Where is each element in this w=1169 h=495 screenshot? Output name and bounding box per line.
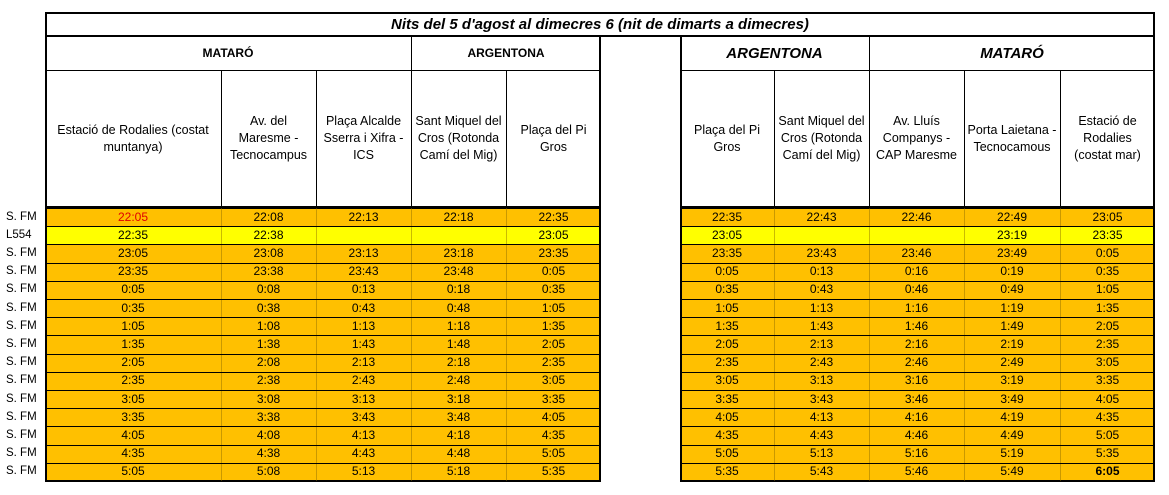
time-cell: 0:43 [809, 282, 834, 297]
time-cell: 5:05 [121, 464, 145, 479]
time-cell: 23:49 [996, 245, 1028, 260]
grid-line [221, 70, 222, 207]
grid-line-light [964, 208, 965, 481]
time-cell: 22:43 [806, 209, 837, 224]
grid-line [680, 445, 1155, 446]
grid-line [45, 335, 601, 336]
time-cell: 5:13 [809, 446, 834, 461]
grid-line [45, 244, 601, 245]
time-cell: 3:49 [1000, 391, 1024, 406]
time-cell: 5:35 [1095, 446, 1120, 461]
time-cell: 2:13 [809, 336, 834, 351]
stop-header-right: Sant Miquel del Cros (Rotonda Camí del Mig) [778, 114, 865, 162]
time-cell: 23:48 [443, 264, 474, 279]
time-cell: 0:05 [121, 282, 145, 297]
service-label: S. FM [6, 356, 37, 369]
time-cell: 22:35 [711, 209, 743, 224]
time-cell: 0:35 [715, 282, 739, 297]
time-cell: 1:35 [541, 318, 566, 333]
time-cell: 2:43 [351, 373, 376, 388]
time-cell: 5:35 [715, 464, 739, 479]
stop-header-right: Av. Lluís Companys - CAP Maresme [875, 114, 958, 162]
group-header-right: ARGENTONA [726, 44, 823, 62]
service-label: S. FM [6, 410, 37, 423]
time-cell: 22:08 [253, 209, 284, 224]
time-cell: 4:05 [715, 409, 739, 424]
service-label: S. FM [6, 283, 37, 296]
table-border [45, 206, 601, 209]
time-cell: 3:43 [809, 391, 834, 406]
time-cell: 4:38 [256, 446, 281, 461]
time-cell: 23:35 [711, 245, 743, 260]
table-border [680, 206, 1155, 209]
time-cell: 1:05 [1095, 282, 1120, 297]
grid-line [680, 354, 1155, 355]
service-label: S. FM [6, 265, 37, 278]
time-cell: 22:49 [996, 209, 1028, 224]
stop-header-left: Estació de Rodalies (costat muntanya) [57, 122, 209, 154]
time-cell: 5:35 [541, 464, 566, 479]
table-border [45, 480, 601, 482]
time-cell: 0:19 [1000, 264, 1024, 279]
grid-line [680, 263, 1155, 264]
grid-line [45, 390, 601, 391]
time-cell: 3:13 [351, 391, 376, 406]
time-cell: 2:08 [256, 355, 281, 370]
time-cell: 23:05 [538, 227, 569, 242]
time-cell: 23:05 [117, 245, 149, 260]
grid-line [680, 408, 1155, 409]
stop-header-left: Plaça del Pi Gros [520, 122, 587, 154]
time-cell: 1:35 [1095, 300, 1120, 315]
time-cell: 4:13 [809, 409, 834, 424]
grid-line [411, 36, 412, 70]
time-cell: 4:43 [351, 446, 376, 461]
time-cell: 4:46 [904, 427, 929, 442]
time-cell: 23:38 [253, 264, 284, 279]
time-cell: 2:38 [256, 373, 281, 388]
time-cell: 2:19 [1000, 336, 1024, 351]
grid-line [45, 408, 601, 409]
grid-line [680, 372, 1155, 373]
time-cell: 3:05 [541, 373, 566, 388]
title-border [45, 12, 47, 36]
time-cell: 5:05 [541, 446, 566, 461]
table-border [1153, 36, 1155, 481]
time-cell: 1:38 [256, 336, 281, 351]
grid-line [680, 281, 1155, 282]
time-cell: 4:18 [446, 427, 471, 442]
time-cell: 4:35 [121, 446, 145, 461]
time-cell: 2:35 [121, 373, 145, 388]
grid-line [45, 354, 601, 355]
time-cell: 5:05 [715, 446, 739, 461]
grid-line [45, 299, 601, 300]
time-cell: 0:05 [541, 264, 566, 279]
time-cell: 5:46 [904, 464, 929, 479]
time-cell: 23:05 [1092, 209, 1123, 224]
time-cell [316, 226, 411, 244]
time-cell: 22:05 [117, 209, 149, 224]
service-label: S. FM [6, 447, 37, 460]
grid-line [45, 372, 601, 373]
time-cell: 1:05 [121, 318, 145, 333]
grid-line-light [869, 208, 870, 481]
timetable-title: Nits del 5 d'agost al dimecres 6 (nit de dimarts a dimecres) [391, 15, 809, 33]
grid-line [45, 70, 601, 71]
time-cell: 3:35 [1095, 373, 1120, 388]
time-cell: 1:05 [715, 300, 739, 315]
time-cell: 5:13 [351, 464, 376, 479]
time-cell: 3:18 [446, 391, 471, 406]
time-cell: 5:05 [1095, 427, 1120, 442]
time-cell: 2:13 [351, 355, 376, 370]
grid-line [45, 263, 601, 264]
time-cell: 5:19 [1000, 446, 1024, 461]
stop-header-right: Estació de Rodalies (costat mar) [1074, 114, 1141, 162]
service-label: S. FM [6, 392, 37, 405]
time-cell: 1:43 [351, 336, 376, 351]
time-cell: 2:35 [1095, 336, 1120, 351]
group-header-right: MATARÓ [980, 44, 1044, 62]
grid-line [680, 226, 1155, 227]
grid-line [45, 445, 601, 446]
time-cell: 5:08 [256, 464, 281, 479]
time-cell: 2:18 [446, 355, 471, 370]
time-cell: 4:49 [1000, 427, 1024, 442]
time-cell: 3:48 [446, 409, 471, 424]
service-label: S. FM [6, 337, 37, 350]
time-cell: 4:43 [809, 427, 834, 442]
time-cell: 4:35 [715, 427, 739, 442]
time-cell: 22:35 [538, 209, 569, 224]
time-cell: 1:19 [1000, 300, 1024, 315]
time-cell: 4:35 [1095, 409, 1120, 424]
grid-line [680, 299, 1155, 300]
time-cell: 0:35 [121, 300, 145, 315]
time-cell: 0:48 [446, 300, 471, 315]
time-cell: 6:05 [1095, 464, 1120, 479]
time-cell: 3:19 [1000, 373, 1024, 388]
time-cell: 3:35 [541, 391, 566, 406]
time-cell: 22:35 [117, 227, 149, 242]
grid-line [506, 70, 507, 207]
time-cell: 23:43 [806, 245, 837, 260]
grid-line [680, 335, 1155, 336]
group-header-left: ARGENTONA [467, 45, 545, 60]
time-cell: 4:48 [446, 446, 471, 461]
grid-line-light [411, 208, 412, 481]
time-cell: 23:18 [443, 245, 474, 260]
time-cell [411, 226, 506, 244]
time-cell: 23:35 [538, 245, 569, 260]
time-cell: 23:35 [1092, 227, 1123, 242]
grid-line [1060, 70, 1061, 207]
time-cell: 3:46 [904, 391, 929, 406]
table-border [680, 480, 1155, 482]
time-cell: 22:38 [253, 227, 284, 242]
time-cell: 0:13 [351, 282, 376, 297]
table-border [680, 36, 682, 481]
time-cell: 2:16 [904, 336, 929, 351]
time-cell [774, 226, 869, 244]
time-cell: 2:43 [809, 355, 834, 370]
grid-line [680, 317, 1155, 318]
grid-line-light [506, 208, 507, 481]
grid-line [45, 281, 601, 282]
time-cell: 23:08 [253, 245, 284, 260]
grid-line-light [316, 208, 317, 481]
time-cell: 0:35 [541, 282, 566, 297]
time-cell: 1:49 [1000, 318, 1024, 333]
grid-line [869, 70, 870, 207]
time-cell: 23:13 [348, 245, 379, 260]
title-border [1153, 12, 1155, 36]
stop-header-left: Plaça Alcalde Sserra i Xifra - ICS [323, 114, 404, 162]
grid-line-light [221, 208, 222, 481]
grid-line [680, 70, 1155, 71]
time-cell: 3:16 [904, 373, 929, 388]
time-cell: 2:05 [715, 336, 739, 351]
time-cell: 22:13 [348, 209, 379, 224]
grid-line [680, 390, 1155, 391]
time-cell: 4:13 [351, 427, 376, 442]
time-cell: 1:46 [904, 318, 929, 333]
service-label: S. FM [6, 319, 37, 332]
grid-line [964, 70, 965, 207]
time-cell: 3:05 [715, 373, 739, 388]
grid-line-light [1060, 208, 1061, 481]
table-border [45, 36, 47, 481]
time-cell: 0:46 [904, 282, 929, 297]
time-cell: 1:08 [256, 318, 281, 333]
service-label: S. FM [6, 374, 37, 387]
time-cell: 5:43 [809, 464, 834, 479]
time-cell [869, 226, 964, 244]
time-cell: 23:46 [901, 245, 932, 260]
time-cell: 3:35 [715, 391, 739, 406]
stop-header-left: Av. del Maresme - Tecnocampus [229, 114, 308, 162]
time-cell: 3:05 [121, 391, 145, 406]
stop-header-right: Porta Laietana - Tecnocamous [967, 122, 1057, 154]
time-cell: 3:35 [121, 409, 145, 424]
group-header-left: MATARÓ [202, 45, 254, 60]
time-cell: 3:05 [1095, 355, 1120, 370]
time-cell: 2:35 [715, 355, 739, 370]
table-border [599, 36, 601, 481]
grid-line [45, 426, 601, 427]
time-cell: 0:05 [715, 264, 739, 279]
grid-line [680, 463, 1155, 464]
grid-line [774, 70, 775, 207]
service-label: S. FM [6, 301, 37, 314]
time-cell: 4:05 [1095, 391, 1120, 406]
time-cell: 22:18 [443, 209, 474, 224]
time-cell: 5:18 [446, 464, 471, 479]
time-cell: 2:49 [1000, 355, 1024, 370]
service-label: S. FM [6, 246, 37, 259]
time-cell: 4:35 [541, 427, 566, 442]
time-cell: 1:13 [809, 300, 834, 315]
time-cell: 5:16 [904, 446, 929, 461]
service-label: S. FM [6, 465, 37, 478]
time-cell: 23:35 [117, 264, 149, 279]
time-cell: 0:43 [351, 300, 376, 315]
time-cell: 0:05 [1095, 245, 1120, 260]
time-cell: 4:08 [256, 427, 281, 442]
time-cell: 3:13 [809, 373, 834, 388]
time-cell: 2:05 [541, 336, 566, 351]
grid-line [316, 70, 317, 207]
stop-header-right: Plaça del Pi Gros [693, 122, 760, 154]
time-cell: 0:13 [809, 264, 834, 279]
time-cell: 1:18 [446, 318, 471, 333]
time-cell: 1:48 [446, 336, 471, 351]
time-cell: 23:43 [348, 264, 379, 279]
time-cell: 3:08 [256, 391, 281, 406]
time-cell: 0:35 [1095, 264, 1120, 279]
grid-line [680, 426, 1155, 427]
time-cell: 3:43 [351, 409, 376, 424]
time-cell: 3:38 [256, 409, 281, 424]
grid-line-light [774, 208, 775, 481]
grid-line [680, 244, 1155, 245]
service-label: L554 [6, 228, 32, 241]
stop-header-left: Sant Miquel del Cros (Rotonda Camí del Mig) [415, 114, 502, 162]
time-cell: 2:05 [1095, 318, 1120, 333]
time-cell: 4:05 [121, 427, 145, 442]
time-cell: 1:13 [351, 318, 376, 333]
time-cell: 22:46 [901, 209, 932, 224]
time-cell: 2:48 [446, 373, 471, 388]
service-label: S. FM [6, 210, 37, 223]
time-cell: 0:08 [256, 282, 281, 297]
time-cell: 5:49 [1000, 464, 1024, 479]
time-cell: 4:05 [541, 409, 566, 424]
grid-line [45, 226, 601, 227]
time-cell: 0:16 [904, 264, 929, 279]
time-cell: 2:46 [904, 355, 929, 370]
service-label: S. FM [6, 428, 37, 441]
time-cell: 23:05 [711, 227, 743, 242]
time-cell: 1:05 [541, 300, 566, 315]
grid-line [411, 70, 412, 207]
time-cell: 23:19 [996, 227, 1028, 242]
time-cell: 1:35 [121, 336, 145, 351]
time-cell: 4:16 [904, 409, 929, 424]
time-cell: 0:18 [446, 282, 471, 297]
grid-line [45, 317, 601, 318]
grid-line [869, 36, 870, 70]
time-cell: 1:43 [809, 318, 834, 333]
time-cell: 1:35 [715, 318, 739, 333]
grid-line [45, 463, 601, 464]
time-cell: 1:16 [904, 300, 929, 315]
time-cell: 2:35 [541, 355, 566, 370]
title-border [45, 12, 1155, 14]
time-cell: 2:05 [121, 355, 145, 370]
time-cell: 0:49 [1000, 282, 1024, 297]
time-cell: 4:19 [1000, 409, 1024, 424]
time-cell: 0:38 [256, 300, 281, 315]
